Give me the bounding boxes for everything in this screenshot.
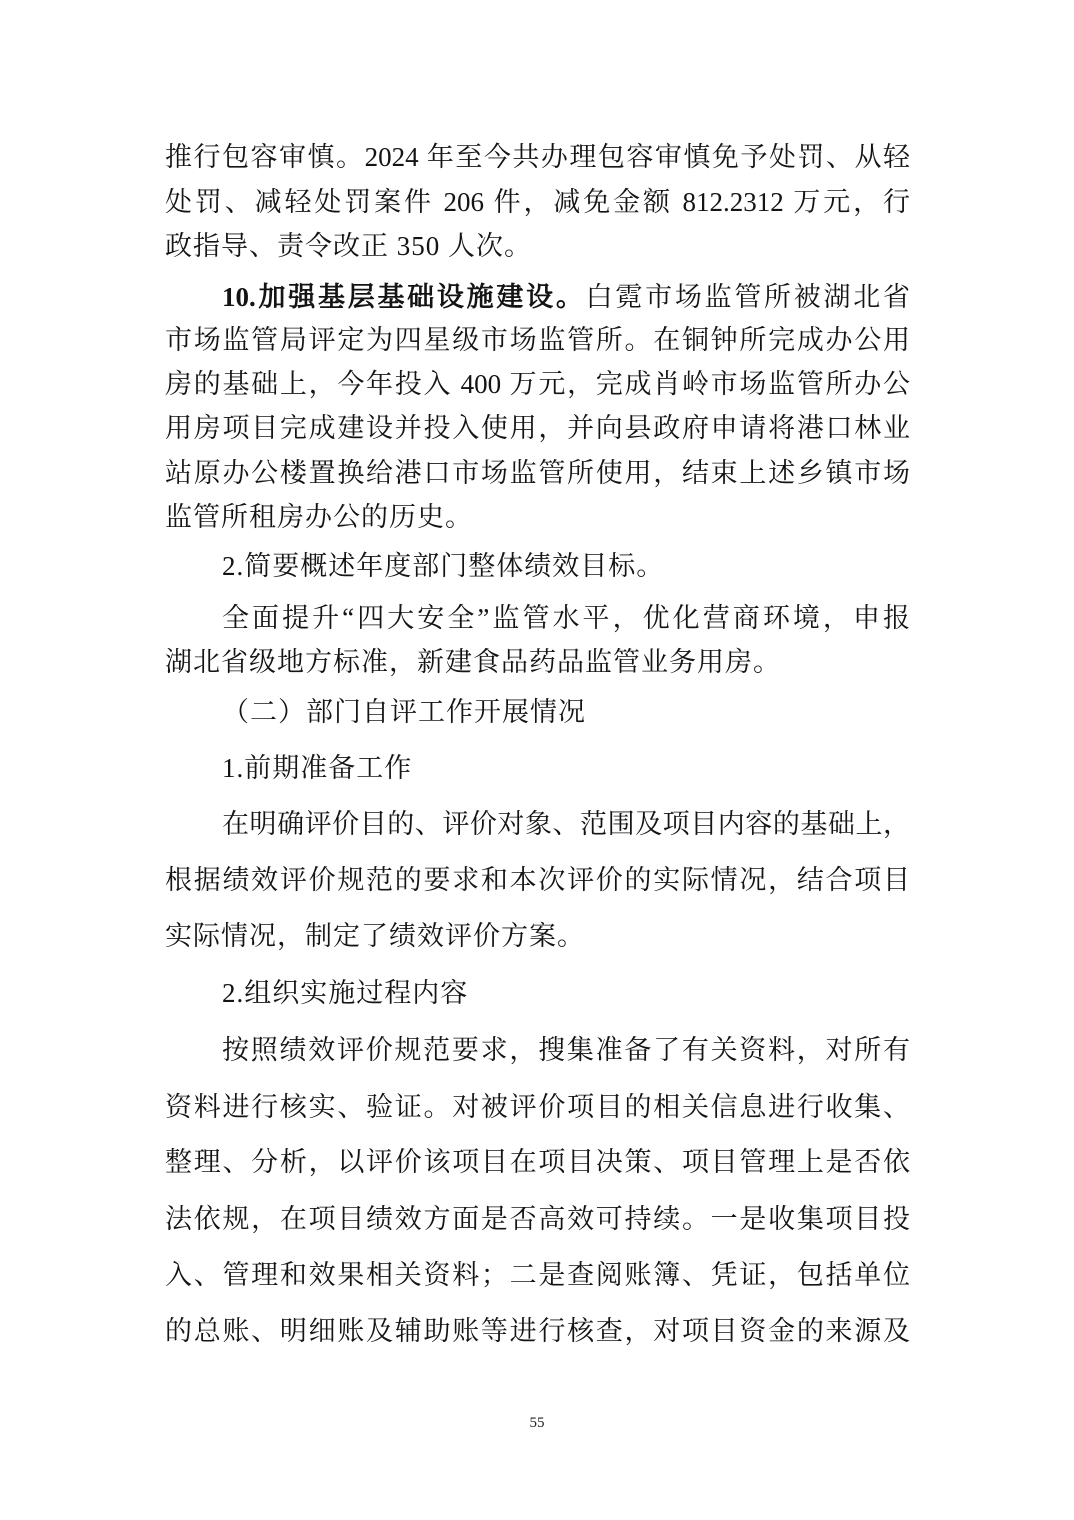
text-line: 市场监管局评定为四星级市场监管所。在铜钟所完成办公用 [165,325,910,355]
page-number: 55 [529,1415,545,1431]
text-line: 资料进行核实、验证。对被评价项目的相关信息进行收集、 [165,1092,910,1122]
text-line: 推行包容审慎。2024 年至今共办理包容审慎免予处罚、从轻 [165,142,910,172]
text-line: 政指导、责令改正 350 人次。 [165,231,532,261]
subheading-line: 2.组织实施过程内容 [222,978,469,1008]
text-line: 处罚、减轻处罚案件 206 件，减免金额 812.2312 万元，行 [165,187,910,217]
text-line: 监管所租房办公的历史。 [165,502,473,532]
text-line: 用房项目完成建设并投入使用，并向县政府申请将港口林业 [165,413,910,443]
text-line: 的总账、明细账及辅助账等进行核查，对项目资金的来源及 [165,1316,910,1346]
text-line: 站原办公楼置换给港口市场监管所使用，结束上述乡镇市场 [165,458,910,488]
subheading-line: 2.简要概述年度部门整体绩效目标。 [222,551,665,581]
text-line: 全面提升“四大安全”监管水平，优化营商环境，申报 [222,603,910,633]
text-line: 法依规，在项目绩效方面是否高效可持续。一是收集项目投 [165,1204,910,1234]
text-line [222,277,910,317]
section-heading: 10.加强基层基础设施建设。 [222,282,586,312]
text-line: 房的基础上，今年投入 400 万元，完成肖岭市场监管所办公 [165,369,910,399]
text-line: 实际情况，制定了绩效评价方案。 [165,921,585,951]
text-line: 入、管理和效果相关资料；二是查阅账簿、凭证，包括单位 [165,1260,910,1290]
text-line: 在明确评价目的、评价对象、范围及项目内容的基础上， [222,809,910,839]
subheading-line: 1.前期准备工作 [222,753,413,783]
section-title: （二）部门自评工作开展情况 [222,697,586,727]
text-line: 整理、分析，以评价该项目在项目决策、项目管理上是否依 [165,1147,910,1177]
text-line: 按照绩效评价规范要求，搜集准备了有关资料，对所有 [222,1035,910,1065]
text-line: 湖北省级地方标准，新建食品药品监管业务用房。 [165,647,781,677]
text-line: 根据绩效评价规范的要求和本次评价的实际情况，结合项目 [165,865,910,895]
text-span: 白霓市场监管所被湖北省 [585,282,911,312]
